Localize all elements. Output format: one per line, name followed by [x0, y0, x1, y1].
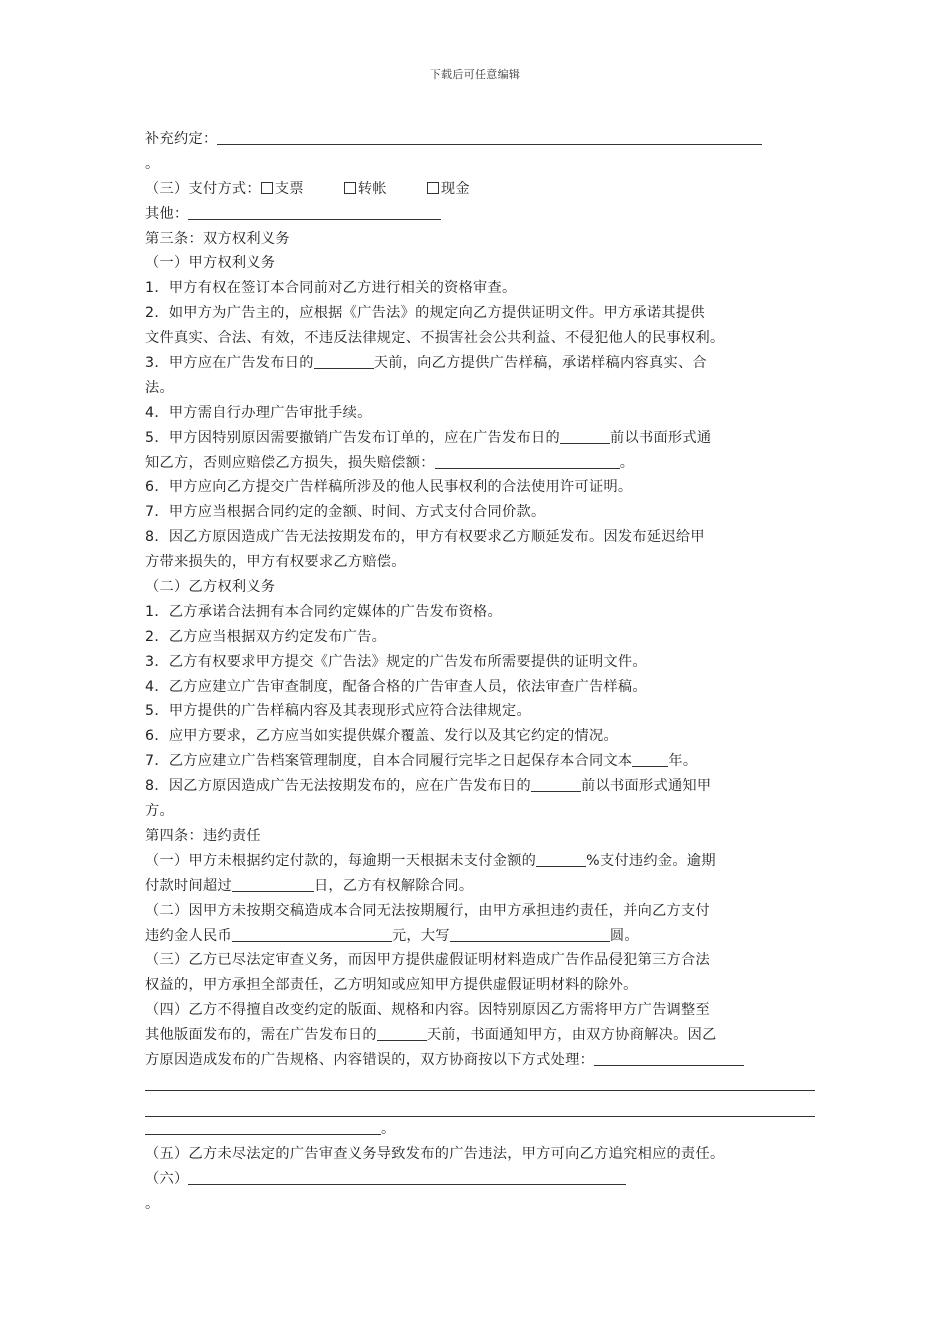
- clause-text-part: 日，乙方有权解除合同。: [313, 877, 474, 894]
- checkbox-transfer[interactable]: [344, 182, 356, 194]
- section-party-a-heading: （一）甲方权利义务: [145, 255, 276, 272]
- clause-text: [145, 426, 820, 451]
- supplement-label: 补充约定：: [145, 131, 218, 147]
- amount-blank: [232, 926, 392, 942]
- clause-text-part: 其他版面发布的，需在广告发布日的: [145, 1027, 377, 1044]
- clause-text-part: 。: [619, 454, 635, 471]
- clause-text-part: 前以书面形式通: [609, 429, 712, 446]
- clause-text: 方。: [145, 803, 174, 820]
- clause-text: [145, 1117, 820, 1142]
- clause-text-part: 元，大写: [391, 927, 450, 944]
- clause-text: （五）乙方未尽法定的广告审查义务导致发布的广告违法，甲方可向乙方追究相应的责任。: [145, 1145, 725, 1162]
- clause-text-part: 3．甲方应在广告发布日的: [145, 355, 314, 372]
- supplement-blank: [217, 129, 762, 145]
- clause-text: 文件真实、合法、有效，不违反法律规定、不损害社会公共利益、不侵犯他人的民事权利。: [145, 330, 725, 347]
- clause-text-part: 天前，书面通知甲方，由双方协商解决。因乙: [426, 1027, 717, 1044]
- days-blank: [560, 428, 610, 444]
- contract-body: [145, 127, 820, 1216]
- clause-text: 6．甲方应向乙方提交广告样稿所涉及的他人民事权利的合法使用许可证明。: [145, 479, 633, 496]
- option-transfer-label: 转帐: [357, 180, 387, 197]
- payment-method-line: [145, 177, 820, 202]
- clause-text: （二）因甲方未按期交稿造成本合同无法按期履行，由甲方承担违约责任，并向乙方支付: [145, 902, 711, 919]
- article-three-heading: 第三条：双方权利义务: [145, 230, 290, 247]
- clause-text: 7．甲方应当根据合同约定的金额、时间、方式支付合同价款。: [145, 504, 546, 521]
- clause-text-part: 天前，向乙方提供广告样稿，承诺样稿内容真实、合: [373, 355, 707, 372]
- clause-text: [145, 1167, 820, 1192]
- article-four-heading: 第四条：违约责任: [145, 827, 261, 844]
- compensation-blank: [435, 453, 620, 469]
- clause-text: 方带来损失的，甲方有权要求乙方赔偿。: [145, 554, 406, 571]
- clause-text-part: 付款时间超过: [145, 877, 232, 894]
- amount-words-blank: [450, 926, 610, 942]
- clause-text-part: （一）甲方未根据约定付款的，每逾期一天根据未支付金额的: [145, 852, 537, 869]
- clause-text: [145, 849, 820, 874]
- days-blank: [377, 1025, 427, 1041]
- clause-text-part: 年。: [668, 753, 698, 770]
- other-line: [145, 202, 820, 227]
- clause-text-part: 8．因乙方原因造成广告无法按期发布的，应在广告发布日的: [145, 778, 532, 795]
- checkbox-cash[interactable]: [427, 182, 439, 194]
- clause-text: [145, 451, 820, 476]
- clause-text: [145, 774, 820, 799]
- option-cash-label: 现金: [440, 180, 470, 197]
- payment-method-label: （三）支付方式：: [145, 180, 261, 197]
- section-party-b-heading: （二）乙方权利义务: [145, 579, 276, 596]
- clause-text: [145, 1048, 820, 1073]
- page-header: 下载后可任意编辑: [429, 68, 521, 81]
- option-cheque-label: 支票: [274, 180, 304, 197]
- clause-text: [145, 874, 820, 899]
- clause-text: 2．乙方应当根据双方约定发布广告。: [145, 628, 387, 645]
- period-line: 。: [145, 1195, 160, 1212]
- clause-text: 4．甲方需自行办理广告审批手续。: [145, 404, 372, 421]
- other-label: 其他：: [145, 205, 189, 222]
- clause-text: [145, 749, 820, 774]
- checkbox-cheque[interactable]: [261, 182, 273, 194]
- blank-rule: [145, 1073, 815, 1091]
- supplement-line: [145, 127, 820, 152]
- clause-text: 6．应甲方要求，乙方应当如实提供媒介覆盖、发行以及其它约定的情况。: [145, 728, 618, 745]
- days-blank: [232, 876, 314, 892]
- clause-text-part: （六）: [145, 1170, 189, 1187]
- handling-blank-end: [145, 1119, 381, 1135]
- clause-text-part: %支付违约金。逾期: [586, 852, 716, 869]
- clause-text-part: 方原因造成发布的广告规格、内容错误的，双方协商按以下方式处理：: [145, 1051, 595, 1068]
- clause-text-part: 圆。: [609, 927, 639, 944]
- clause-text: 1．乙方承诺合法拥有本合同约定媒体的广告发布资格。: [145, 603, 503, 620]
- clause-text: 1．甲方有权在签订本合同前对乙方进行相关的资格审查。: [145, 280, 517, 297]
- clause-text: 法。: [145, 379, 174, 396]
- percent-blank: [536, 851, 586, 867]
- days-blank: [314, 353, 374, 369]
- clause-text-part: 5．甲方因特别原因需要撤销广告发布订单的，应在广告发布日的: [145, 429, 560, 446]
- clause-text: （四）乙方不得擅自改变约定的版面、规格和内容。因特别原因乙方需将甲方广告调整至: [145, 1002, 711, 1019]
- clause-text: 3．乙方有权要求甲方提交《广告法》规定的广告发布所需要提供的证明文件。: [145, 653, 647, 670]
- clause-text: 8．因乙方原因造成广告无法按期发布的，甲方有权要求乙方顺延发布。因发布延迟给甲: [145, 529, 705, 546]
- clause-text-part: 知乙方，否则应赔偿乙方损失，损失赔偿额：: [145, 454, 435, 471]
- other-terms-blank: [188, 1169, 626, 1185]
- clause-text: （三）乙方已尽法定审查义务，而因甲方提供虚假证明材料造成广告作品侵犯第三方合法: [145, 952, 711, 969]
- blank-rule: [145, 1099, 815, 1117]
- clause-text: 2．如甲方为广告主的，应根据《广告法》的规定向乙方提供证明文件。甲方承诺其提供: [145, 305, 705, 322]
- years-blank: [632, 751, 668, 767]
- clause-text: 权益的，甲方承担全部责任，乙方明知或应知甲方提供虚假证明材料的除外。: [145, 977, 638, 994]
- clause-text: 5．甲方提供的广告样稿内容及其表现形式应符合法律规定。: [145, 703, 532, 720]
- clause-text: [145, 1023, 820, 1048]
- clause-text-part: 前以书面形式通知甲: [581, 778, 712, 795]
- clause-text: [145, 924, 820, 949]
- clause-text-part: 7．乙方应建立广告档案管理制度，自本合同履行完毕之日起保存本合同文本: [145, 753, 633, 770]
- clause-text: 4．乙方应建立广告审查制度，配备合格的广告审查人员，依法审查广告样稿。: [145, 678, 647, 695]
- period-line: 。: [145, 155, 160, 172]
- clause-text-part: 。: [381, 1120, 396, 1137]
- clause-text: [145, 351, 820, 376]
- handling-blank: [594, 1050, 744, 1066]
- other-blank: [188, 204, 441, 220]
- clause-text-part: 违约金人民币: [145, 927, 232, 944]
- days-blank: [531, 776, 581, 792]
